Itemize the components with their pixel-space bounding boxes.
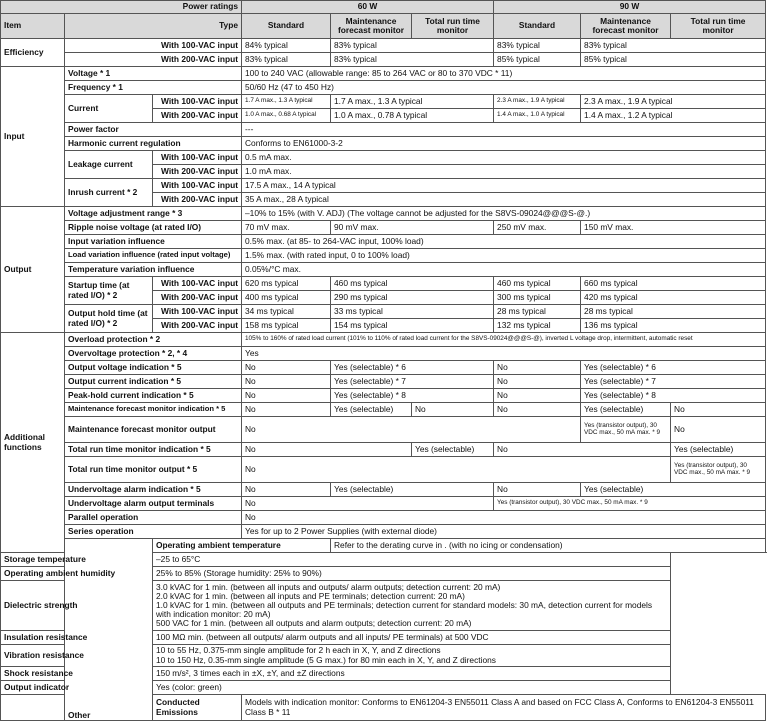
row-label: Harmonic current regulation: [65, 137, 242, 151]
table-cell: Yes (selectable) * 6: [581, 361, 766, 375]
col-total-90: Total run time monitor: [671, 14, 766, 39]
table-cell: 35 A max., 28 A typical: [242, 193, 766, 207]
table-cell: 0.5 mA max.: [242, 151, 766, 165]
table-cell: 1.0 A max., 0.78 A typical: [331, 109, 494, 123]
row-label: Storage temperature: [1, 553, 153, 567]
text-line: 3.0 kVAC for 1 min. (between all inputs and outputs/ alarm outputs; detection current: 20 mA): [156, 581, 501, 592]
table-cell: Yes (transistor output), 30 VDC max., 50 mA max. * 9: [671, 457, 766, 483]
table-cell: 2.3 A max., 1.9 A typical: [581, 95, 766, 109]
row-label: Total run time monitor output * 5: [65, 457, 242, 483]
row-label: Startup time (at rated I/O) * 2: [65, 277, 153, 305]
row-label: Peak-hold current indication * 5: [65, 389, 242, 403]
dielectric-cell: [153, 581, 671, 631]
table-cell: 460 ms typical: [331, 277, 494, 291]
table-cell: 83% typical: [581, 39, 766, 53]
table-cell: Yes (selectable): [581, 483, 766, 497]
table-cell: 33 ms typical: [331, 305, 494, 319]
row-label: Vibration resistance: [1, 645, 153, 667]
table-cell: 136 ms typical: [581, 319, 766, 333]
table-cell: 150 mV max.: [581, 221, 766, 235]
row-label: Total run time monitor indication * 5: [65, 443, 242, 457]
table-cell: 0.05%/°C max.: [242, 263, 766, 277]
table-cell: 158 ms typical: [242, 319, 331, 333]
table-cell: 154 ms typical: [331, 319, 494, 333]
table-cell: Yes (selectable) * 6: [331, 361, 494, 375]
table-cell: No: [671, 417, 766, 443]
row-label: Shock resistance: [1, 667, 153, 681]
table-cell: 132 ms typical: [494, 319, 581, 333]
row-label: Series operation: [65, 525, 242, 539]
row-label: Voltage * 1: [65, 67, 242, 81]
table-cell: Yes (transistor output), 30 VDC max., 50 mA max. * 9: [581, 417, 671, 443]
row-label: Operating ambient humidity: [1, 567, 153, 581]
row-label: Output voltage indication * 5: [65, 361, 242, 375]
col-standard-60: Standard: [242, 14, 331, 39]
table-cell: 85% typical: [581, 53, 766, 67]
row-label: Dielectric strength: [1, 581, 153, 631]
table-cell: 420 ms typical: [581, 291, 766, 305]
table-cell: Yes (selectable) * 7: [331, 375, 494, 389]
table-cell: –25 to 65°C: [153, 553, 671, 567]
power-ratings-label: Power ratings: [1, 1, 242, 14]
category-input: Input: [1, 67, 65, 207]
type-header: Type: [65, 14, 242, 39]
table-cell: Yes: [242, 347, 766, 361]
table-cell: 250 mV max.: [494, 221, 581, 235]
table-cell: 100 MΩ min. (between all outputs/ alarm outputs and all inputs/ PE terminals) at 500 VDC: [153, 631, 671, 645]
table-cell: 34 ms typical: [242, 305, 331, 319]
type-label: With 100-VAC input: [65, 39, 242, 53]
table-cell: No: [242, 375, 331, 389]
table-cell: 83% typical: [494, 39, 581, 53]
table-cell: Yes (selectable): [331, 483, 494, 497]
table-cell: 25% to 85% (Storage humidity: 25% to 90%): [153, 567, 671, 581]
table-cell: Yes (selectable) * 8: [581, 389, 766, 403]
text-line: 10 to 150 Hz, 0.35-mm single amplitude (5 G max.) for 80 min each in X, Y, and Z directions: [156, 654, 496, 665]
table-cell: 83% typical: [331, 39, 494, 53]
table-cell: Yes (selectable): [581, 403, 671, 417]
table-cell: 50/60 Hz (47 to 450 Hz): [242, 81, 766, 95]
row-label: Frequency * 1: [65, 81, 242, 95]
type-label: With 200-VAC input: [153, 165, 242, 179]
row-label: Undervoltage alarm indication * 5: [65, 483, 242, 497]
vibration-cell: [153, 645, 671, 667]
type-label: With 200-VAC input: [65, 53, 242, 67]
blank-cell: [1, 695, 65, 721]
col-standard-90: Standard: [494, 14, 581, 39]
row-label: Overload protection * 2: [65, 333, 242, 347]
table-cell: 85% typical: [494, 53, 581, 67]
table-cell: Models with indication monitor: Conforms to EN61204-3 EN55011 Class A and based on FCC Class A, Conforms to EN61204-3 EN55011 Class B * 11: [242, 695, 766, 721]
text-line: 2.0 kVAC for 1 min. (between all inputs and PE terminals; detection current: 20 mA): [156, 590, 465, 601]
table-cell: 1.4 A max., 1.2 A typical: [581, 109, 766, 123]
table-cell: Yes (selectable): [331, 403, 412, 417]
row-label: Output hold time (at rated I/O) * 2: [65, 305, 153, 333]
table-cell: 1.7 A max., 1.3 A typical: [331, 95, 494, 109]
table-cell: No: [242, 361, 331, 375]
table-cell: No: [494, 443, 671, 457]
table-cell: 84% typical: [242, 39, 331, 53]
table-cell: 100 to 240 VAC (allowable range: 85 to 264 VAC or 80 to 370 VDC * 11): [242, 67, 766, 81]
table-cell: Yes for up to 2 Power Supplies (with external diode): [242, 525, 766, 539]
category-efficiency: Efficiency: [1, 39, 65, 67]
row-label: Overvoltage protection * 2, * 4: [65, 347, 242, 361]
table-cell: Yes (selectable): [671, 443, 766, 457]
type-label: With 200-VAC input: [153, 291, 242, 305]
row-label: Leakage current: [65, 151, 153, 179]
type-label: With 100-VAC input: [153, 305, 242, 319]
table-cell: Conforms to EN61000-3-2: [242, 137, 766, 151]
table-cell: 70 mV max.: [242, 221, 331, 235]
table-cell: Yes (selectable): [412, 443, 494, 457]
table-cell: No: [671, 403, 766, 417]
table-cell: No: [242, 403, 331, 417]
type-label: With 200-VAC input: [153, 193, 242, 207]
table-cell: No: [242, 497, 494, 511]
row-label: Undervoltage alarm output terminals: [65, 497, 242, 511]
col-total-60: Total run time monitor: [412, 14, 494, 39]
row-label: Voltage adjustment range * 3: [65, 207, 242, 221]
table-cell: 28 ms typical: [494, 305, 581, 319]
col-maint-90: Maintenance forecast monitor: [581, 14, 671, 39]
table-cell: 0.5% max. (at 85- to 264-VAC input, 100% load): [242, 235, 766, 249]
table-cell: Yes (selectable) * 8: [331, 389, 494, 403]
table-cell: ---: [242, 123, 766, 137]
item-header: Item: [1, 14, 65, 39]
row-label: Insulation resistance: [1, 631, 153, 645]
table-cell: 290 ms typical: [331, 291, 494, 305]
table-cell: No: [494, 483, 581, 497]
text-line: 500 VAC for 1 min. (between all outputs and alarm outputs; detection current: 20 mA): [156, 618, 472, 629]
row-label: Power factor: [65, 123, 242, 137]
table-cell: No: [242, 483, 331, 497]
type-label: With 100-VAC input: [153, 95, 242, 109]
category-additional: Additional functions: [1, 333, 65, 553]
table-cell: 1.7 A max., 1.3 A typical: [242, 95, 331, 109]
table-cell: 620 ms typical: [242, 277, 331, 291]
row-label: Maintenance forecast monitor indication * 5: [65, 403, 242, 417]
table-cell: Yes (selectable) * 7: [581, 375, 766, 389]
type-label: With 100-VAC input: [153, 151, 242, 165]
category-output: Output: [1, 207, 65, 333]
row-label: Inrush current * 2: [65, 179, 153, 207]
row-label: Output indicator: [1, 681, 153, 695]
table-cell: 1.5% max. (with rated input, 0 to 100% load): [242, 249, 766, 263]
table-cell: No: [412, 403, 494, 417]
row-label: Conducted Emissions: [153, 695, 242, 721]
row-label: Input variation influence: [65, 235, 242, 249]
table-cell: 460 ms typical: [494, 277, 581, 291]
table-cell: 300 ms typical: [494, 291, 581, 305]
table-cell: 1.4 A max., 1.0 A typical: [494, 109, 581, 123]
table-cell: 2.3 A max., 1.9 A typical: [494, 95, 581, 109]
table-cell: 83% typical: [242, 53, 331, 67]
table-cell: Yes (color: green): [153, 681, 671, 695]
table-cell: 28 ms typical: [581, 305, 766, 319]
type-label: With 100-VAC input: [153, 277, 242, 291]
table-cell: No: [242, 389, 331, 403]
table-cell: 17.5 A max., 14 A typical: [242, 179, 766, 193]
table-cell: No: [242, 443, 412, 457]
type-label: With 200-VAC input: [153, 109, 242, 123]
table-cell: 105% to 160% of rated load current (101% to 110% of rated load current for the S8VS-09024@@@S-@), inverted L voltage drop, intermittent, automatic reset: [242, 333, 766, 347]
col-maint-60: Maintenance forecast monitor: [331, 14, 412, 39]
table-cell: No: [242, 511, 766, 525]
row-label: Load variation influence (rated input voltage): [65, 249, 242, 263]
table-cell: No: [494, 403, 581, 417]
table-cell: –10% to 15% (with V. ADJ) (The voltage cannot be adjusted for the S8VS-09024@@@S-@.): [242, 207, 766, 221]
table-cell: 1.0 mA max.: [242, 165, 766, 179]
row-label: Operating ambient temperature: [153, 539, 331, 553]
category-other: Other: [65, 539, 153, 721]
type-label: With 100-VAC input: [153, 179, 242, 193]
type-label: With 200-VAC input: [153, 319, 242, 333]
row-label: Ripple noise voltage (at rated I/O): [65, 221, 242, 235]
header-60w: 60 W: [242, 1, 494, 14]
text-line: 1.0 kVAC for 1 min. (between all outputs and PE terminals; detection current for standard models: 30 mA, detection current for models with indication monitor: 20 mA): [156, 599, 653, 620]
table-cell: 660 ms typical: [581, 277, 766, 291]
table-cell: No: [494, 375, 581, 389]
table-cell: 150 m/s², 3 times each in ±X, ±Y, and ±Z directions: [153, 667, 671, 681]
row-label: Maintenance forecast monitor output: [65, 417, 242, 443]
header-90w: 90 W: [494, 1, 766, 14]
table-cell: Yes (transistor output), 30 VDC max., 50 mA max. * 9: [494, 497, 766, 511]
table-cell: 400 ms typical: [242, 291, 331, 305]
table-cell: No: [242, 417, 581, 443]
table-cell: No: [494, 389, 581, 403]
row-label: Output current indication * 5: [65, 375, 242, 389]
row-label: Temperature variation influence: [65, 263, 242, 277]
row-label: Current: [65, 95, 153, 123]
table-cell: 83% typical: [331, 53, 494, 67]
table-cell: No: [242, 457, 671, 483]
table-cell: Refer to the derating curve in . (with no icing or condensation): [331, 539, 766, 553]
table-cell: No: [494, 361, 581, 375]
table-cell: 1.0 A max., 0.68 A typical: [242, 109, 331, 123]
table-cell: 90 mV max.: [331, 221, 494, 235]
row-label: Parallel operation: [65, 511, 242, 525]
text-line: 10 to 55 Hz, 0.375-mm single amplitude for 2 h each in X, Y, and Z directions: [156, 645, 441, 656]
